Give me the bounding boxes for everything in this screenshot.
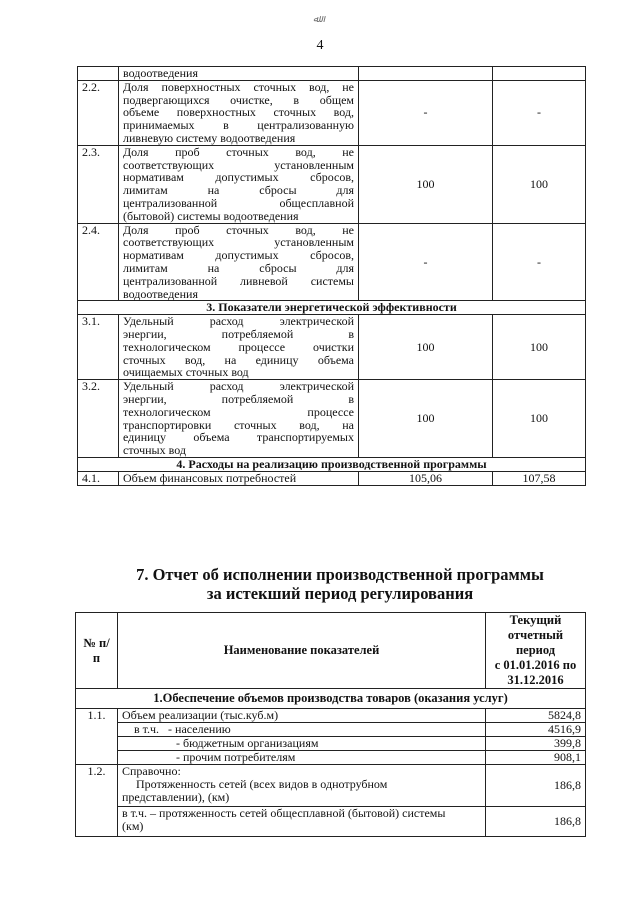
row-value: 186,8 [486,765,586,807]
section-7-title-line1: 7. Отчет об исполнении производственной программы [136,565,544,584]
description-line: Доля проб сточных вод, не [123,222,354,237]
value-col-1: 100 [359,380,493,458]
row-name-line: Справочно: [122,764,181,778]
row-name [118,807,486,837]
section-7-heading [100,565,580,603]
row-name: - прочим потребителям [118,751,486,765]
col-period-header [486,613,586,689]
row-name-line: представлении), (км) [122,789,230,804]
value-col-1: 100 [359,315,493,380]
section-row [78,457,586,471]
description-line: транспортировки сточных вод, на [123,417,354,432]
description-line: очищаемых сточных вод [123,365,249,380]
row-number: 1.2. [76,765,118,837]
description-line: единицу объема транспортируемых [123,430,354,445]
description-line: сточных вод [123,443,186,458]
row-name [118,765,486,807]
row-value: 908,1 [486,751,586,765]
description-line: подвергающихся очистке, в общем [123,92,354,107]
row-number [78,67,119,81]
value-col-1: - [359,80,493,145]
row-number: 1.1. [76,709,118,765]
page-number: 4 [316,38,324,53]
description-line: централизованной ливневой системы [123,273,354,288]
table-row [78,380,586,458]
description-line: нормативам допустимых сбросов, [123,170,354,185]
description-line: лимитам на сбросы для [123,183,354,198]
description-line: водоотведения [123,286,198,301]
row-number: 3.2. [78,380,119,458]
row-name-line: в т.ч. – протяженность сетей общесплавной (бытовой) системы [122,806,446,820]
row-description [119,380,359,458]
row-value: 4516,9 [486,723,586,737]
row-value: 186,8 [486,807,586,837]
value-col-2: 100 [493,315,586,380]
table-row [78,80,586,145]
description-line: соответствующих установленным [123,157,354,172]
period-header-line: 31.12.2016 [507,673,564,687]
row-description [119,145,359,223]
indicators-table [77,66,586,486]
section-title: 3. Показатели энергетической эффективности [78,301,586,315]
row-value: 5824,8 [486,709,586,723]
table-row [76,751,586,765]
description-line: принимаемых в централизованную [123,118,354,133]
report-table [75,612,586,837]
report-subheader-row [76,689,586,709]
row-name: - бюджетным организациям [118,737,486,751]
value-col-2: - [493,80,586,145]
description-line: сточных вод, на единицу объема [123,352,354,367]
table-row [76,765,586,807]
table-row [78,471,586,485]
row-number: 2.4. [78,223,119,301]
value-col-2: 100 [493,380,586,458]
table-row [78,145,586,223]
description-line: ливневую систему водоотведения [123,130,296,145]
col-number-header: № п/п [76,613,118,689]
description-line: (бытовой) системы водоотведения [123,208,299,223]
value-col-2: 100 [493,145,586,223]
table-row [76,709,586,723]
report-subheader: 1.Обеспечение объемов производства товаров (оказания услуг) [76,689,586,709]
description-line: технологическом процессе очистки [123,339,354,354]
section-title: 4. Расходы на реализацию производственной программы [78,457,586,471]
description-line: Доля проб сточных вод, не [123,144,354,159]
col-name-header: Наименование показателей [118,613,486,689]
value-col-2: 107,58 [493,471,586,485]
row-name: Объем реализации (тыс.куб.м) [118,709,486,723]
table-row [78,67,586,81]
row-number: 3.1. [78,315,119,380]
table-row [76,807,586,837]
row-number: 4.1. [78,471,119,485]
row-description [119,315,359,380]
row-name: в т.ч. - населению [118,723,486,737]
description-line: Удельный расход электрической [123,379,354,394]
value-col-1: - [359,223,493,301]
row-number: 2.2. [78,80,119,145]
value-col-2 [493,67,586,81]
section-7-title-line2: за истекший период регулирования [206,584,474,603]
description-line: централизованной общесплавной [123,195,354,210]
period-header-line: с 01.01.2016 по [494,658,577,672]
description-line: объеме поверхностных сточных вод, [123,105,354,120]
description-line: водоотведения [123,66,198,80]
description-line: энергии, потребляемой в [123,326,354,341]
table-row [78,315,586,380]
report-table-header [76,613,586,689]
row-name-line: Протяженность сетей (всех видов в однотрубном [136,776,388,791]
description-line: технологическом процессе [123,404,354,419]
value-col-2: - [493,223,586,301]
period-header-line: Текущий [509,613,562,627]
row-description: Объем финансовых потребностей [119,471,359,485]
table-row [78,223,586,301]
row-name-line: (км) [122,818,144,833]
description-line: энергии, потребляемой в [123,391,354,406]
description-line: Доля поверхностных сточных вод, не [123,79,354,94]
row-description [119,80,359,145]
row-description [119,67,359,81]
table-row [76,723,586,737]
page-mark: ﷲ [313,14,319,25]
table-row [76,737,586,751]
period-header-line: отчетный период [507,628,564,657]
value-col-1 [359,67,493,81]
value-col-1: 105,06 [359,471,493,485]
value-col-1: 100 [359,145,493,223]
description-line: соответствующих установленным [123,235,354,250]
description-line: Удельный расход электрической [123,314,354,329]
row-description [119,223,359,301]
row-value: 399,8 [486,737,586,751]
description-line: лимитам на сбросы для [123,260,354,275]
description-line: нормативам допустимых сбросов, [123,248,354,263]
row-number: 2.3. [78,145,119,223]
section-row [78,301,586,315]
